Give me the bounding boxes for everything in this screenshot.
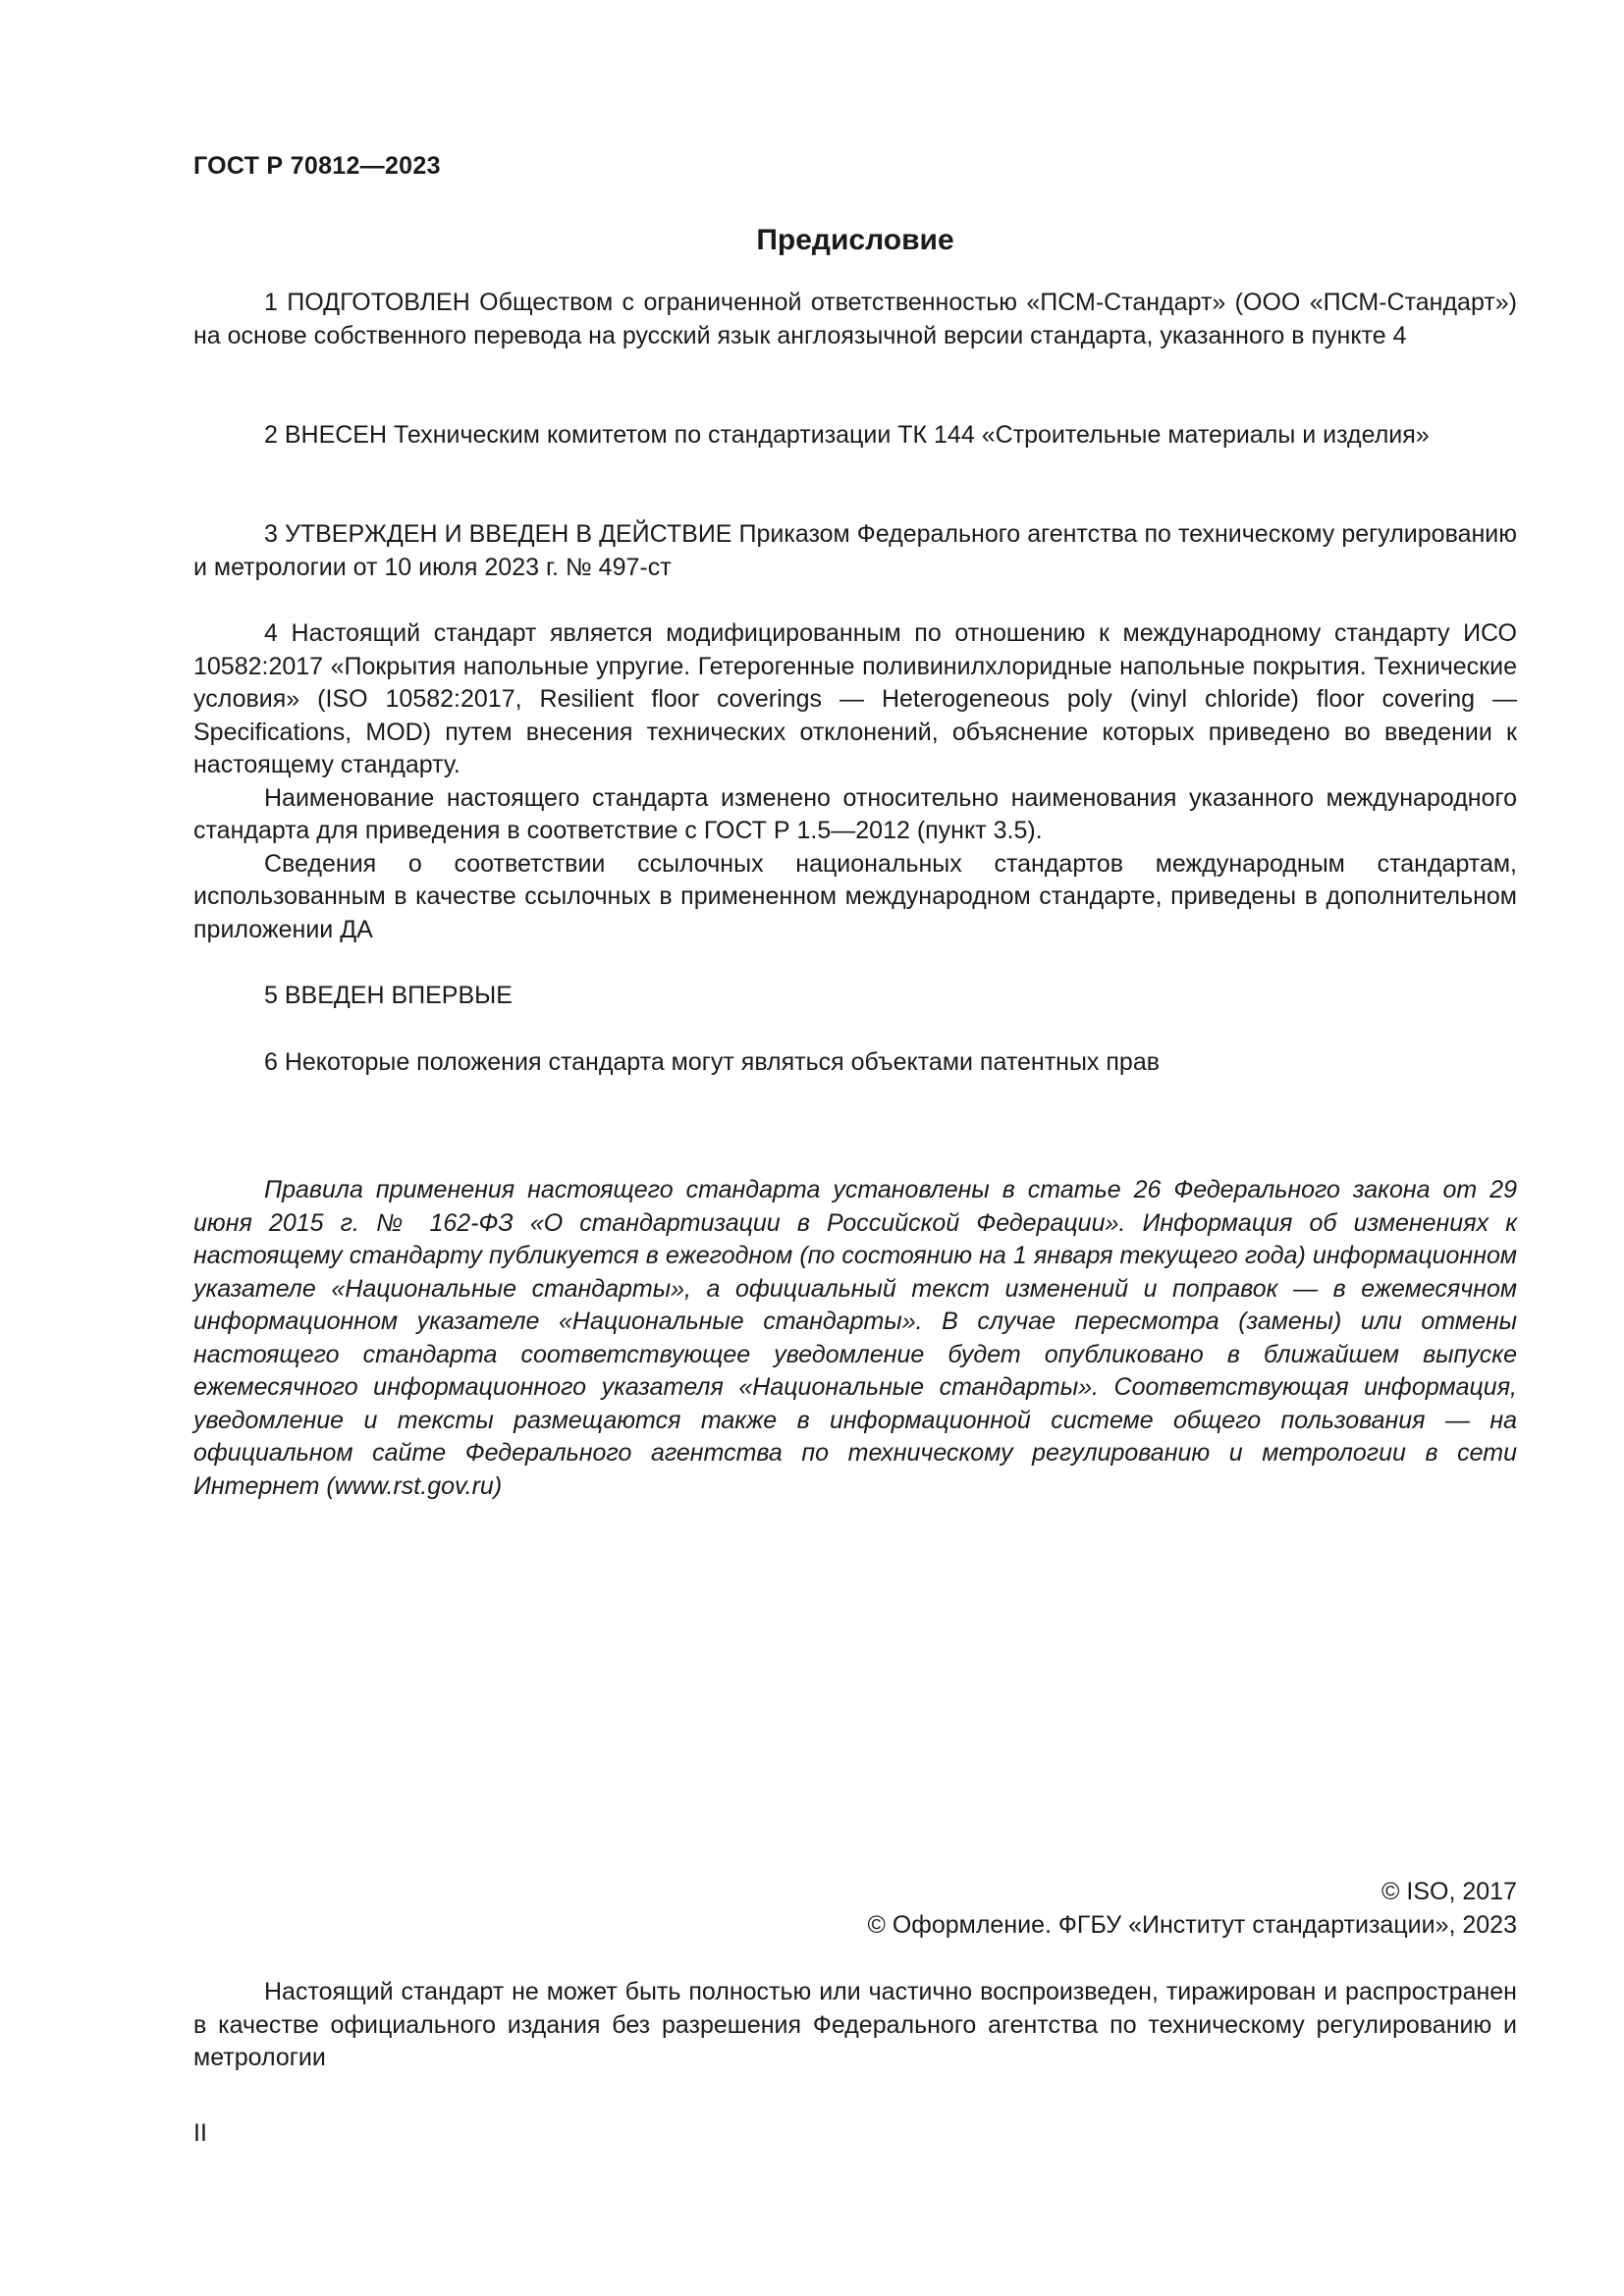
item-2	[193, 419, 1517, 453]
item-5	[193, 980, 1517, 1013]
item-4-text: 4 Настоящий стандарт является модифицированным по отношению к международному стандарту ИСО 10582:2017 «Покрытия напольные упругие. Гетерогенные поливинилхлоридные напольные покрытия. Технические условия» (ISO 10582:2017, Resilient floor coverings — Heterogeneous poly (vinyl chloride) floor covering — Specifications, MOD) путем внесения технических отклонений, объяснение которых приведено во введении к настоящему стандарту.	[193, 619, 1517, 778]
copyright-block	[193, 1875, 1517, 1942]
item-4	[193, 617, 1517, 946]
item-2-text: 2 ВНЕСЕН Техническим комитетом по стандартизации ТК 144 «Строительные материалы и изделия»	[264, 421, 1430, 449]
usage-notice-text: Правила применения настоящего стандарта установлены в статье 26 Федерального закона от 29 июня 2015 г. № 162-ФЗ «О стандартизации в Российской Федерации». Информация об изменениях к настоящему стандарту публикуется в ежегодном (по состоянию на 1 января текущего года) информационном указателе «Национальные стандарты», а официальный текст изменений и поправок — в ежемесячном информационном указателе «Национальные стандарты». В случае пересмотра (замены) или отмены настоящего стандарта соответствующее уведомление будет опубликовано в ближайшем выпуске ежемесячного информационного указателя «Национальные стандарты». Соответствующая информация, уведомление и тексты размещаются также в информационной системе общего пользования — на официальном сайте Федерального агентства по техническому регулированию и метрологии в сети Интернет (www.rst.gov.ru)	[193, 1176, 1517, 1500]
page-title: Предисловие	[756, 224, 954, 256]
item-1-text: 1 ПОДГОТОВЛЕН Обществом с ограниченной ответственностью «ПСМ-Стандарт» (ООО «ПСМ-Стандарт») на основе собственного перевода на русский язык англоязычной версии стандарта, указанного в пункте 4	[193, 289, 1517, 349]
item-4-paragraph-3: Сведения о соответствии ссылочных национальных стандартов международным стандартам, использованным в качестве ссылочных в примененном международном стандарте, приведены в дополнительном приложении ДА	[193, 849, 1517, 943]
page-number: II	[193, 2119, 207, 2147]
item-1	[193, 287, 1517, 352]
item-6	[193, 1046, 1517, 1080]
copyright-iso: © ISO, 2017	[1381, 1878, 1517, 1905]
copyright-design: © Оформление. ФГБУ «Институт стандартизации», 2023	[867, 1911, 1517, 1939]
item-5-text: 5 ВВЕДЕН ВПЕРВЫЕ	[264, 982, 513, 1009]
usage-notice	[193, 1174, 1517, 1503]
reproduction-restriction	[193, 1976, 1517, 2075]
item-4-paragraph-2: Наименование настоящего стандарта изменено относительно наименования указанного международного стандарта для приведения в соответствие с ГОСТ Р 1.5—2012 (пункт 3.5).	[193, 783, 1517, 844]
item-3-text: 3 УТВЕРЖДЕН И ВВЕДЕН В ДЕЙСТВИЕ Приказом Федерального агентства по техническому регулированию и метрологии от 10 июля 2023 г. № 497-ст	[193, 520, 1517, 581]
reproduction-restriction-text: Настоящий стандарт не может быть полностью или частично воспроизведен, тиражирован и распространен в качестве официального издания без разрешения Федерального агентства по техническому регулированию и метрологии	[193, 1978, 1517, 2071]
item-6-text: 6 Некоторые положения стандарта могут являться объектами патентных прав	[264, 1048, 1160, 1076]
item-3	[193, 518, 1517, 584]
document-code: ГОСТ Р 70812—2023	[193, 152, 441, 180]
